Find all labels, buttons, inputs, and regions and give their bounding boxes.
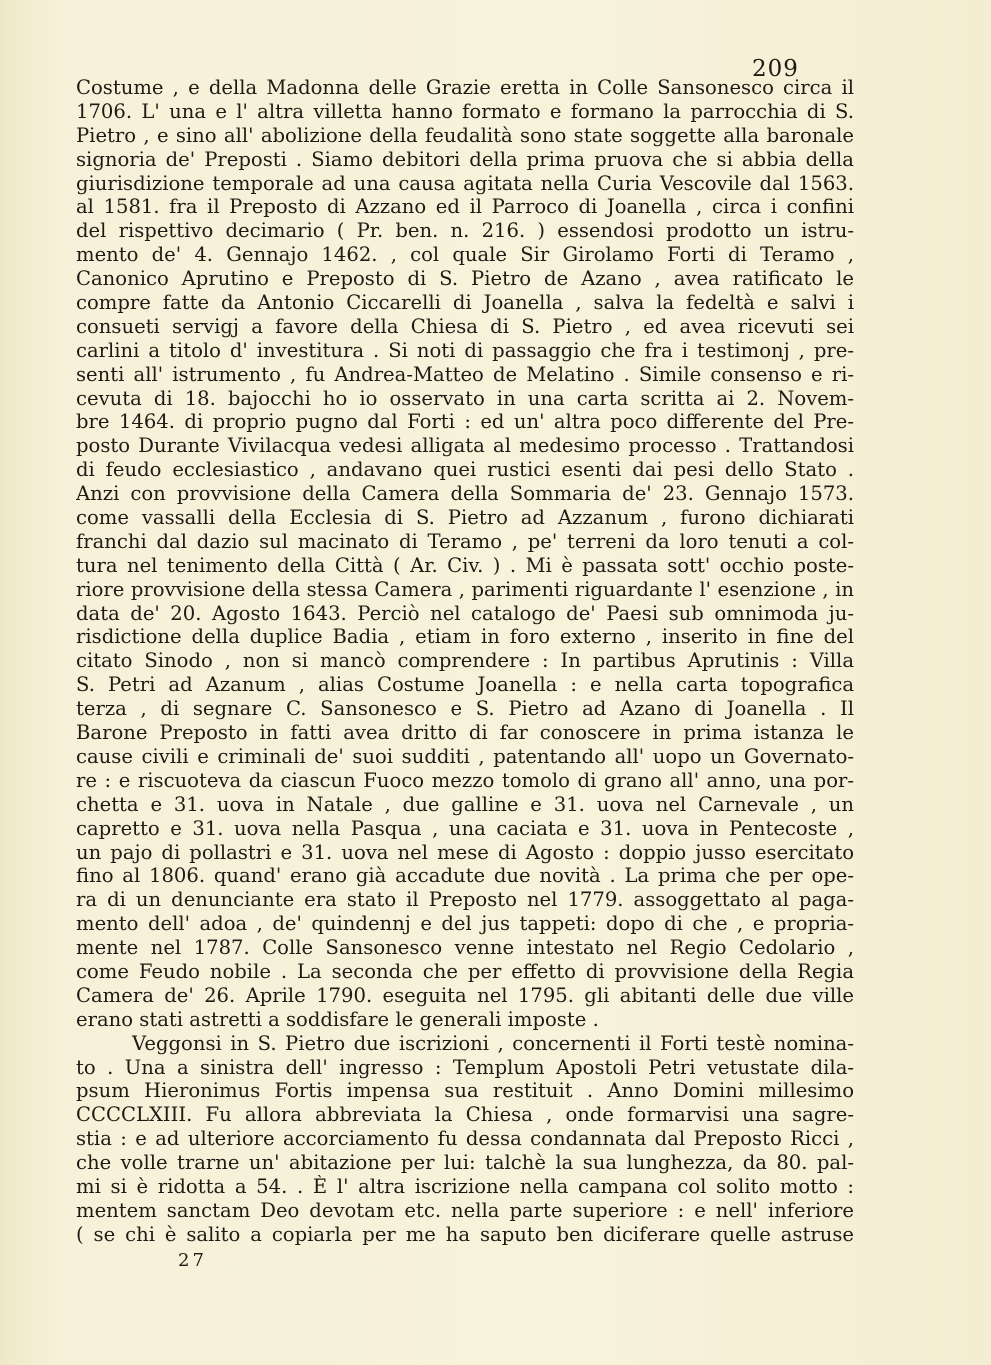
text-line: di feudo ecclesiastico , andavano quei rustici esenti dai pesi dello Stato . [76,458,854,482]
text-line: del rispettivo decimario ( Pr. ben. n. 216. ) essendosi prodotto un istru- [76,219,854,243]
text-line: ra di un denunciante era stato il Preposto nel 1779. assoggettato al paga- [76,888,854,912]
text-line: un pajo di pollastri e 31. uova nel mese di Agosto : doppio jusso esercitato [76,840,854,864]
signature-mark: 27 [178,1250,207,1271]
text-line: tura nel tenimento della Città ( Ar. Civ. ) . Mi è passata sott' occhio poste- [76,553,854,577]
text-line: posto Durante Vivilacqua vedesi alligata al medesimo processo . Trattandosi [76,434,854,458]
text-line: cause civili e criminali de' suoi sudditi , patentando all' uopo un Governato- [76,744,854,768]
text-line: come vassalli della Ecclesia di S. Pietro ad Azzanum , furono dichiarati [76,506,854,530]
text-line: erano stati astretti a soddisfare le generali imposte . [76,1007,599,1031]
text-line: Barone Preposto in fatti avea dritto di far conoscere in prima istanza le [76,721,854,745]
text-line: to . Una a sinistra dell' ingresso : Templum Apostoli Petri vetustate dila- [76,1055,854,1079]
text-line: franchi dal dazio sul macinato di Teramo , pe' terreni da loro tenuti a col- [76,529,854,553]
text-line: Pietro , e sino all' abolizione della feudalità sono state soggette alla baronale [76,123,854,147]
text-line: senti all' istrumento , fu Andrea-Matteo de Melatino . Simile consenso e ri- [76,362,854,386]
text-line: giurisdizione temporale ad una causa agitata nella Curia Vescovile dal 1563. [76,171,854,195]
text-line: fino al 1806. quand' erano già accadute due novità . La prima che per ope- [76,864,854,888]
text-line: bre 1464. di proprio pugno dal Forti : ed un' altra poco differente del Pre- [76,410,854,434]
text-line: mento de' 4. Gennajo 1462. , col quale Sir Girolamo Forti di Teramo , [76,243,854,267]
text-line: come Feudo nobile . La seconda che per effetto di provvisione della Regia [76,959,854,983]
text-line: riore provvisione della stessa Camera , parimenti riguardante l' esenzione , in [76,577,854,601]
text-line: data de' 20. Agosto 1643. Perciò nel catalogo de' Paesi sub omnimoda ju- [76,601,854,625]
text-line: al 1581. fra il Preposto di Azzano ed il Parroco di Joanella , circa i confini [76,195,854,219]
text-line: Anzi con provvisione della Camera della Sommaria de' 23. Gennajo 1573. [76,482,854,506]
text-line: mente nel 1787. Colle Sansonesco venne intestato nel Regio Cedolario , [76,936,854,960]
text-line: consueti servigj a favore della Chiesa di S. Pietro , ed avea ricevuti sei [76,314,854,338]
text-line: Costume , e della Madonna delle Grazie eretta in Colle Sansonesco circa il [76,76,854,99]
text-line: stia : e ad ulteriore accorciamento fu dessa condannata dal Preposto Ricci , [76,1127,854,1151]
text-line: S. Petri ad Azanum , alias Costume Joanella : e nella carta topografica [76,673,854,697]
text-line: mento dell' adoa , de' quindennj e del jus tappeti: dopo di che , e propria- [76,912,854,936]
text-line: che volle trarne un' abitazione per lui: talchè la sua lunghezza, da 80. pal- [76,1151,854,1175]
text-line: ( se chi è salito a copiarla per me ha saputo ben diciferare quelle astruse [76,1222,854,1246]
text-line: citato Sinodo , non si mancò comprendere : In partibus Aprutinis : Villa [76,649,854,673]
text-line: psum Hieronimus Fortis impensa sua restituit . Anno Domini millesimo [76,1079,854,1103]
text-line: signoria de' Preposti . Siamo debitori della prima pruova che si abbia della [76,147,854,171]
text-line: terza , di segnare C. Sansonesco e S. Pietro ad Azano di Joanella . Il [76,697,854,721]
text-line: Camera de' 26. Aprile 1790. eseguita nel 1795. gli abitanti delle due ville [76,983,854,1007]
text-line: 1706. L' una e l' altra villetta hanno formato e formano la parrocchia di S. [76,99,854,123]
text-line: cevuta di 18. bajocchi ho io osservato in una carta scritta ai 2. Novem- [76,386,854,410]
text-line: capretto e 31. uova nella Pasqua , una caciata e 31. uova in Pentecoste , [76,816,854,840]
text-line: carlini a titolo d' investitura . Si noti di passaggio che fra i testimonj , pre- [76,338,854,362]
text-line: mi si è ridotta a 54. . È l' altra iscrizione nella campana col solito motto : [76,1174,854,1198]
text-line: re : e riscuoteva da ciascun Fuoco mezzo tomolo di grano all' anno, una por- [76,768,854,792]
body-text [76,76,854,1247]
text-line: compre fatte da Antonio Ciccarelli di Joanella , salva la fedeltà e salvi i [76,291,854,315]
text-line: risdictione della duplice Badia , etiam in foro externo , inserito in fine del [76,625,854,649]
text-line: chetta e 31. uova in Natale , due galline e 31. uova nel Carnevale , un [76,792,854,816]
text-line: Veggonsi in S. Pietro due iscrizioni , concernenti il Forti testè nomina- [132,1031,854,1055]
text-line: Canonico Aprutino e Preposto di S. Pietro de Azano , avea ratificato le [76,267,854,291]
text-line: CCCCLXIII. Fu allora abbreviata la Chiesa , onde formarvisi una sagre- [76,1103,854,1127]
page-number: 209 [752,56,799,82]
text-line: mentem sanctam Deo devotam etc. nella parte superiore : e nell' inferiore [76,1198,854,1222]
